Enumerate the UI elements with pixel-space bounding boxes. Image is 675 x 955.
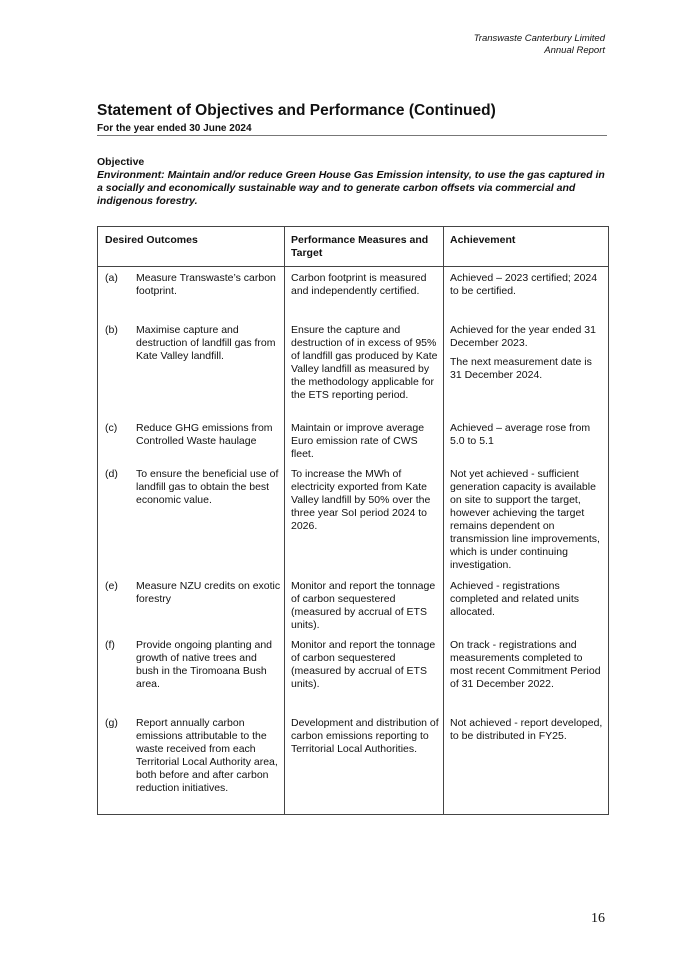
column-divider — [284, 227, 285, 814]
objectives-table — [97, 226, 609, 815]
page-title: Statement of Objectives and Performance (Continued) — [97, 102, 496, 119]
desired-outcome: Maximise capture and destruction of landfill gas from Kate Valley landfill. — [136, 324, 276, 362]
header-achievement: Achievement — [450, 234, 516, 246]
row-letter: (e) — [105, 580, 118, 592]
row-letter: (g) — [105, 717, 118, 729]
row-letter: (c) — [105, 422, 118, 434]
performance-measure: Carbon footprint is measured and independently certified. — [291, 272, 427, 297]
achievement — [450, 422, 605, 448]
column-divider — [443, 227, 444, 814]
achievement — [450, 639, 605, 691]
achievement — [450, 468, 605, 572]
desired-outcome: Measure NZU credits on exotic forestry — [136, 580, 281, 605]
achievement-text: Achieved - registrations completed and related units allocated. — [450, 580, 579, 618]
header-desired-outcomes: Desired Outcomes — [105, 234, 198, 246]
page-number: 16 — [591, 911, 605, 926]
report-header — [474, 33, 605, 57]
row-letter: (a) — [105, 272, 118, 284]
title-rule — [97, 135, 607, 136]
row-letter: (f) — [105, 639, 115, 651]
achievement-text: Not achieved - report developed, to be distributed in FY25. — [450, 717, 603, 742]
report-name: Annual Report — [544, 45, 605, 56]
header-rule — [98, 266, 608, 267]
desired-outcome: Report annually carbon emissions attributable to the waste received from each Territorial Local Authority area, both before and after carbon reduction initiatives. — [136, 717, 278, 794]
desired-outcome: To ensure the beneficial use of landfill gas to obtain the best economic value. — [136, 468, 279, 506]
achievement — [450, 580, 605, 619]
page-subtitle: For the year ended 30 June 2024 — [97, 123, 252, 134]
achievement-text: On track - registrations and measurements completed to most recent Commitment Period of 31 December 2022. — [450, 639, 601, 690]
desired-outcome: Reduce GHG emissions from Controlled Waste haulage — [136, 422, 273, 447]
desired-outcome: Provide ongoing planting and growth of native trees and bush in the Tiromoana Bush area. — [136, 639, 273, 690]
performance-measure: Development and distribution of carbon emissions reporting to Territorial Local Authorities. — [291, 717, 439, 755]
achievement — [450, 717, 605, 743]
row-letter: (d) — [105, 468, 118, 480]
desired-outcome: Measure Transwaste’s carbon footprint. — [136, 272, 276, 297]
objective-label: Objective — [97, 156, 145, 168]
performance-measure: Monitor and report the tonnage of carbon sequestered (measured by accrual of ETS units). — [291, 639, 436, 690]
performance-measure: Ensure the capture and destruction of in excess of 95% of landfill gas produced by Kate Valley landfill as measured by the methodology applicable for the ETS reporting period. — [291, 324, 438, 401]
achievement-text: Achieved for the year ended 31 December 2023. — [450, 324, 596, 349]
header-performance-measures: Performance Measures and Target — [291, 234, 429, 259]
achievement-text: Achieved – average rose from 5.0 to 5.1 — [450, 422, 591, 447]
achievement-text: The next measurement date is 31 December 2024. — [450, 356, 592, 381]
achievement — [450, 324, 605, 382]
objective-text: Environment: Maintain and/or reduce Green House Gas Emission intensity, to use the gas captured in a socially and economically sustainable way and to generate carbon offsets via commercial and indigenous forestry. — [97, 169, 605, 207]
achievement-text: Not yet achieved - sufficient generation capacity is available on site to support the target, however achieving the target remains dependent on transmission line improvements, which is under continuing investigation. — [450, 468, 600, 571]
performance-measure: Monitor and report the tonnage of carbon sequestered (measured by accrual of ETS units). — [291, 580, 436, 631]
company-name: Transwaste Canterbury Limited — [473, 33, 605, 44]
row-letter: (b) — [105, 324, 118, 336]
performance-measure: Maintain or improve average Euro emission rate of CWS fleet. — [291, 422, 425, 460]
achievement-text: Achieved – 2023 certified; 2024 to be certified. — [450, 272, 598, 297]
achievement — [450, 272, 605, 298]
performance-measure: To increase the MWh of electricity exported from Kate Valley landfill by 50% over the three year SoI period 2024 to 2026. — [291, 468, 431, 532]
